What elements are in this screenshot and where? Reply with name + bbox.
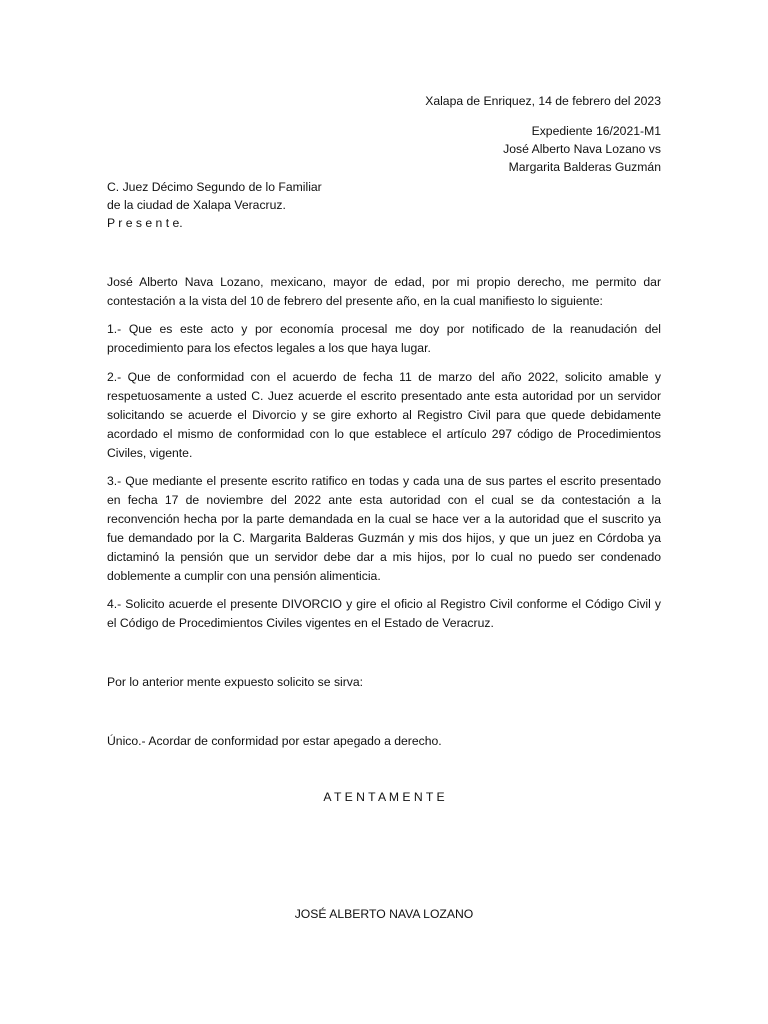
single-request: Único.- Acordar de conformidad por estar apegado a derecho. xyxy=(107,734,442,748)
place-date: Xalapa de Enriquez, 14 de febrero del 2023 xyxy=(425,94,661,108)
intro-paragraph: José Alberto Nava Lozano, mexicano, mayor de edad, por mi propio derecho, me permito dar contestación a la vista del 10 de febrero del presente año, en la cual manifiesto lo siguiente: xyxy=(107,275,661,308)
addressee-line-1: C. Juez Décimo Segundo de lo Familiar xyxy=(107,180,322,194)
addressee-line-2: de la ciudad de Xalapa Veracruz. xyxy=(107,198,286,212)
addressee-line-3: P r e s e n t e. xyxy=(107,216,183,230)
closing-word: A T E N T A M E N T E xyxy=(323,790,445,804)
case-party-line-1: José Alberto Nava Lozano vs xyxy=(503,142,661,156)
point-2-paragraph: 2.- Que de conformidad con el acuerdo de fecha 11 de marzo del año 2022, solicito amable y respetuosamente a usted C. Juez acuerde el escrito presentado ante esta autoridad por un servidor solicitando se acuerde el Divorcio y se gire exhorto al Registro Civil para que quede debidamente acordado el mismo de conformidad con lo que establece el artículo 297 código de Procedimientos Civiles, vigente. xyxy=(107,370,661,460)
point-4-paragraph: 4.- Solicito acuerde el presente DIVORCIO y gire el oficio al Registro Civil conforme el Código Civil y el Código de Procedimientos Civiles vigentes en el Estado de Veracruz. xyxy=(107,597,661,630)
case-party-line-2: Margarita Balderas Guzmán xyxy=(508,160,661,174)
request-intro: Por lo anterior mente expuesto solicito se sirva: xyxy=(107,675,364,689)
signature-name: JOSÉ ALBERTO NAVA LOZANO xyxy=(294,907,474,921)
point-1-paragraph: 1.- Que es este acto y por economía procesal me doy por notificado de la reanudación del procedimiento para los efectos legales a los que haya lugar. xyxy=(107,322,661,355)
case-number: Expediente 16/2021-M1 xyxy=(531,124,661,138)
point-3-paragraph: 3.- Que mediante el presente escrito ratifico en todas y cada una de sus partes el escrito presentado en fecha 17 de noviembre del 2022 ante esta autoridad con el cual se da contestación a la reconvención hecha por la parte demandada en la cual se hace ver a la autoridad que el suscrito ya fue demandado por la C. Margarita Balderas Guzmán y mis dos hijos, y que un juez en Córdoba ya dictaminó la pensión que un servidor debe dar a mis hijos, por lo cual no puedo ser condenado doblemente a cumplir con una pensión alimenticia. xyxy=(107,474,661,583)
